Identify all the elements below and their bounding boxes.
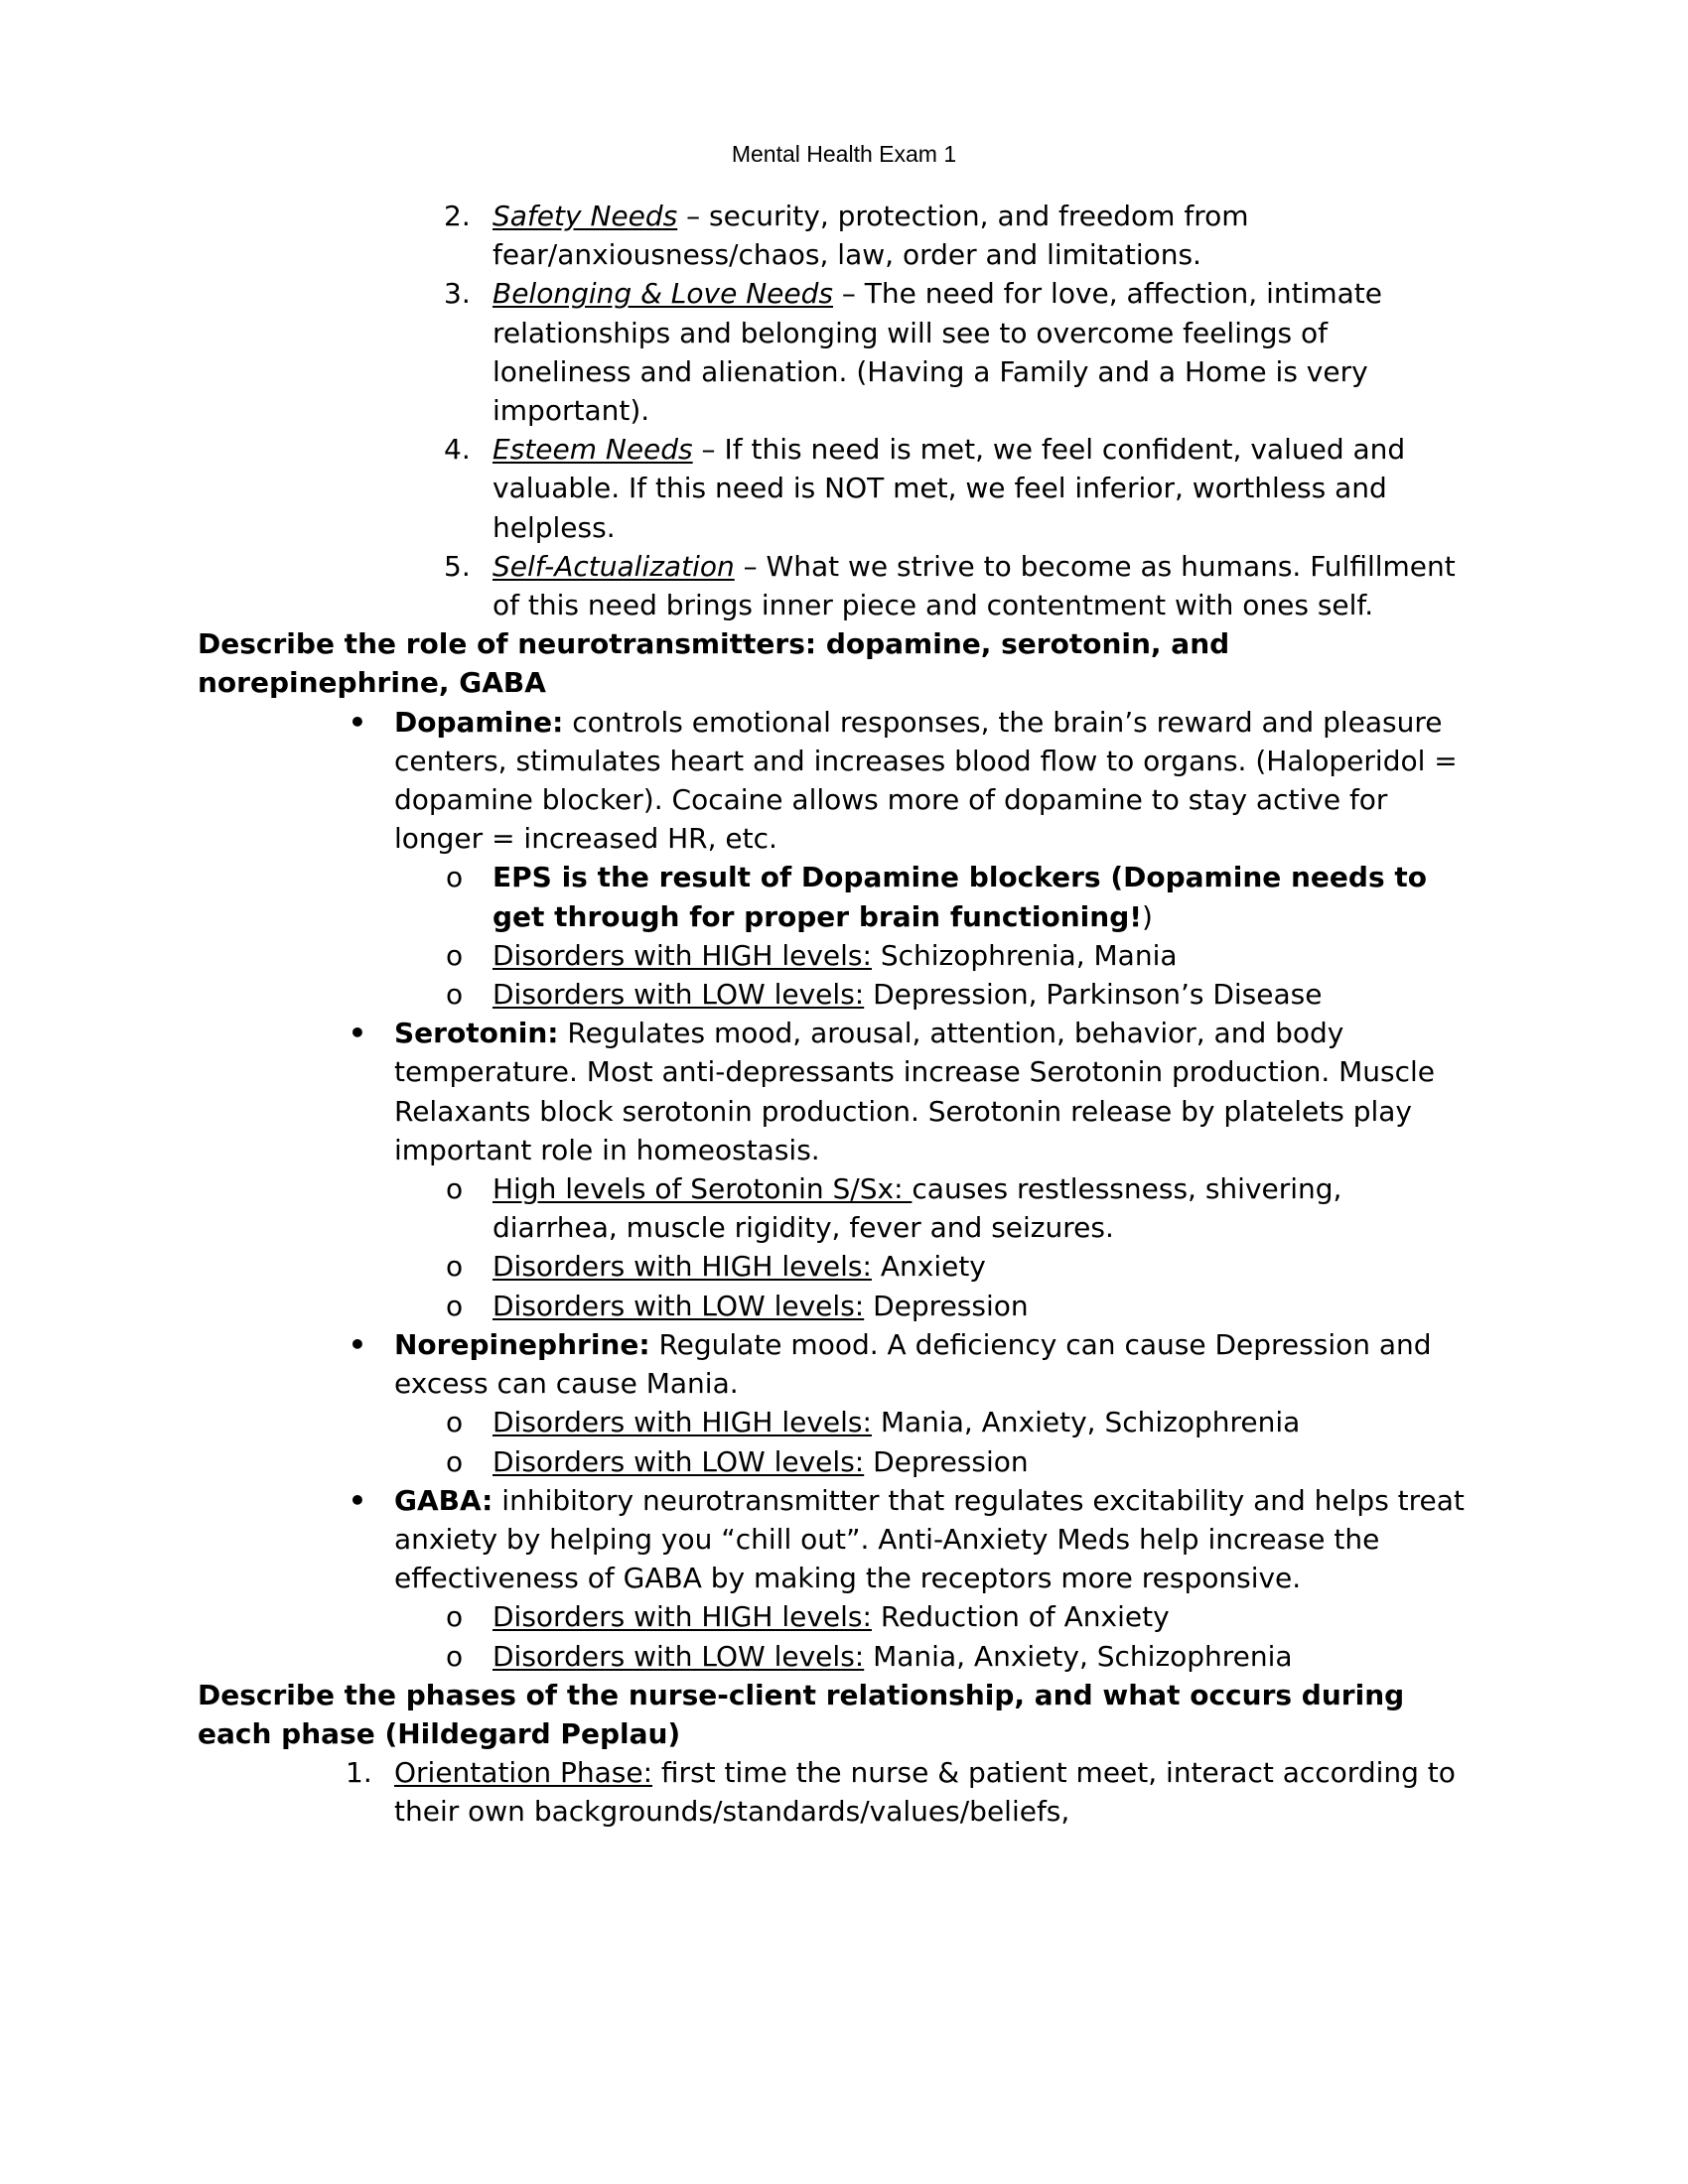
sub-label: Disorders with HIGH levels: — [492, 938, 872, 972]
eps-note: EPS is the result of Dopamine blockers (Dopamine needs to get through for proper brain functioning! — [492, 861, 1427, 933]
list-number: 3. — [444, 277, 471, 311]
sub-bullet-icon: o — [446, 1600, 464, 1634]
sub-item — [198, 858, 1474, 935]
need-text: – What we strive to become as humans. Fulfillment of this need brings inner piece and contentment with ones self. — [492, 549, 1456, 622]
sub-text: causes restlessness, shivering, diarrhea, muscle rigidity, fever and seizures. — [492, 1172, 1342, 1245]
need-text: – If this need is met, we feel confident, valued and valuable. If this need is NOT met, we feel inferior, worthless and helpless. — [492, 433, 1406, 544]
bullet-item-serotonin — [198, 1014, 1474, 1169]
sub-label: High levels of Serotonin S/Sx: — [492, 1172, 913, 1206]
sub-bullet-icon: o — [446, 1406, 464, 1439]
sub-label: Disorders with LOW levels: — [492, 978, 865, 1012]
list-item — [198, 274, 1474, 430]
need-label: Self-Actualization — [492, 549, 735, 583]
sub-text: Depression, Parkinson’s Disease — [864, 978, 1323, 1012]
sub-bullet-icon: o — [446, 1172, 464, 1206]
document-body — [198, 197, 1474, 1832]
list-item — [198, 197, 1474, 274]
term-text: Regulate mood. A deficiency can cause Depression and excess can cause Mania. — [394, 1327, 1432, 1401]
list-number: 2. — [444, 200, 471, 232]
need-text: – The need for love, affection, intimate relationships and belonging will see to overcome feelings of loneliness and alienation. (Having a Family and a Home is very important). — [492, 277, 1382, 428]
page-header: Mental Health Exam 1 — [731, 141, 957, 167]
need-label: Belonging & Love Needs — [492, 277, 833, 311]
sub-text: Reduction of Anxiety — [871, 1600, 1170, 1634]
sub-bullet-icon: o — [446, 978, 464, 1012]
sub-item — [198, 1637, 1474, 1676]
sub-label: Disorders with LOW levels: — [492, 1444, 865, 1478]
sub-bullet-icon: o — [446, 861, 464, 894]
section-heading-neurotransmitters: Describe the role of neurotransmitters: dopamine, serotonin, and norepinephrine, GABA — [198, 627, 1230, 700]
sub-label: Disorders with LOW levels: — [492, 1639, 865, 1673]
bullet-item-dopamine — [198, 703, 1474, 859]
sub-text: Mania, Anxiety, Schizophrenia — [871, 1406, 1301, 1439]
need-label: Esteem Needs — [492, 433, 693, 467]
bullet-icon: • — [349, 1017, 366, 1050]
sub-label: Disorders with HIGH levels: — [492, 1600, 872, 1634]
list-number: 1. — [346, 1756, 372, 1790]
bullet-icon: • — [349, 1327, 366, 1361]
term-text: inhibitory neurotransmitter that regulates excitability and helps treat anxiety by helping you “chill out”. Anti-Anxiety Meds help increase the effectiveness of GABA by making the receptors more responsive. — [394, 1483, 1465, 1595]
sub-bullet-icon: o — [446, 1444, 464, 1478]
list-item — [198, 430, 1474, 547]
sub-text: Depression — [864, 1444, 1029, 1478]
list-number: 5. — [444, 549, 471, 583]
list-item — [198, 1753, 1474, 1831]
sub-item — [198, 1287, 1474, 1325]
sub-item — [198, 1442, 1474, 1481]
bullet-item-norepinephrine — [198, 1325, 1474, 1403]
list-number: 4. — [444, 433, 471, 467]
sub-text: Schizophrenia, Mania — [871, 938, 1178, 972]
sub-label: Disorders with HIGH levels: — [492, 1250, 872, 1284]
needs-list — [198, 197, 1474, 624]
sub-label: Disorders with LOW levels: — [492, 1289, 865, 1322]
section-heading-nurse-client: Describe the phases of the nurse-client relationship, and what occurs during each phase (Hildegard Peplau) — [198, 1678, 1405, 1750]
term-text: Regulates mood, arousal, attention, behavior, and body temperature. Most anti-depressants increase Serotonin production. Muscle Relaxants block serotonin production. Serotonin release by platelets play important role in homeostasis. — [394, 1017, 1436, 1166]
sub-bullet-icon: o — [446, 938, 464, 972]
sub-label: Disorders with HIGH levels: — [492, 1406, 872, 1439]
sub-bullet-icon: o — [446, 1289, 464, 1322]
sub-item — [198, 975, 1474, 1014]
sub-bullet-icon: o — [446, 1639, 464, 1673]
bullet-icon: • — [349, 705, 366, 739]
term-label: Serotonin: — [394, 1017, 559, 1050]
term-text: controls emotional responses, the brain’s reward and pleasure centers, stimulates heart and increases blood flow to organs. (Haloperidol = dopamine blocker). Cocaine allows more of dopamine to stay active for longer = increased HR, etc. — [394, 705, 1458, 856]
sub-text: Anxiety — [871, 1250, 986, 1284]
phase-text: first time the nurse & patient meet, interact according to their own backgrounds/standards/values/beliefs, — [394, 1756, 1456, 1829]
sub-bullet-icon: o — [446, 1250, 464, 1284]
eps-close: ) — [1142, 899, 1153, 933]
term-label: Dopamine: — [394, 705, 564, 739]
sub-item — [198, 936, 1474, 975]
need-text: – security, protection, and freedom from fear/anxiousness/chaos, law, order and limitations. — [492, 200, 1249, 272]
phase-label: Orientation Phase: — [394, 1756, 653, 1790]
sub-text: Mania, Anxiety, Schizophrenia — [864, 1639, 1293, 1673]
sub-item — [198, 1247, 1474, 1286]
list-item — [198, 547, 1474, 624]
sub-item — [198, 1403, 1474, 1441]
term-label: Norepinephrine: — [394, 1327, 650, 1361]
need-label: Safety Needs — [492, 200, 678, 232]
bullet-item-gaba — [198, 1481, 1474, 1598]
bullet-icon: • — [349, 1483, 366, 1517]
sub-text: Depression — [864, 1289, 1029, 1322]
sub-item — [198, 1169, 1474, 1247]
sub-item — [198, 1597, 1474, 1636]
term-label: GABA: — [394, 1483, 493, 1517]
